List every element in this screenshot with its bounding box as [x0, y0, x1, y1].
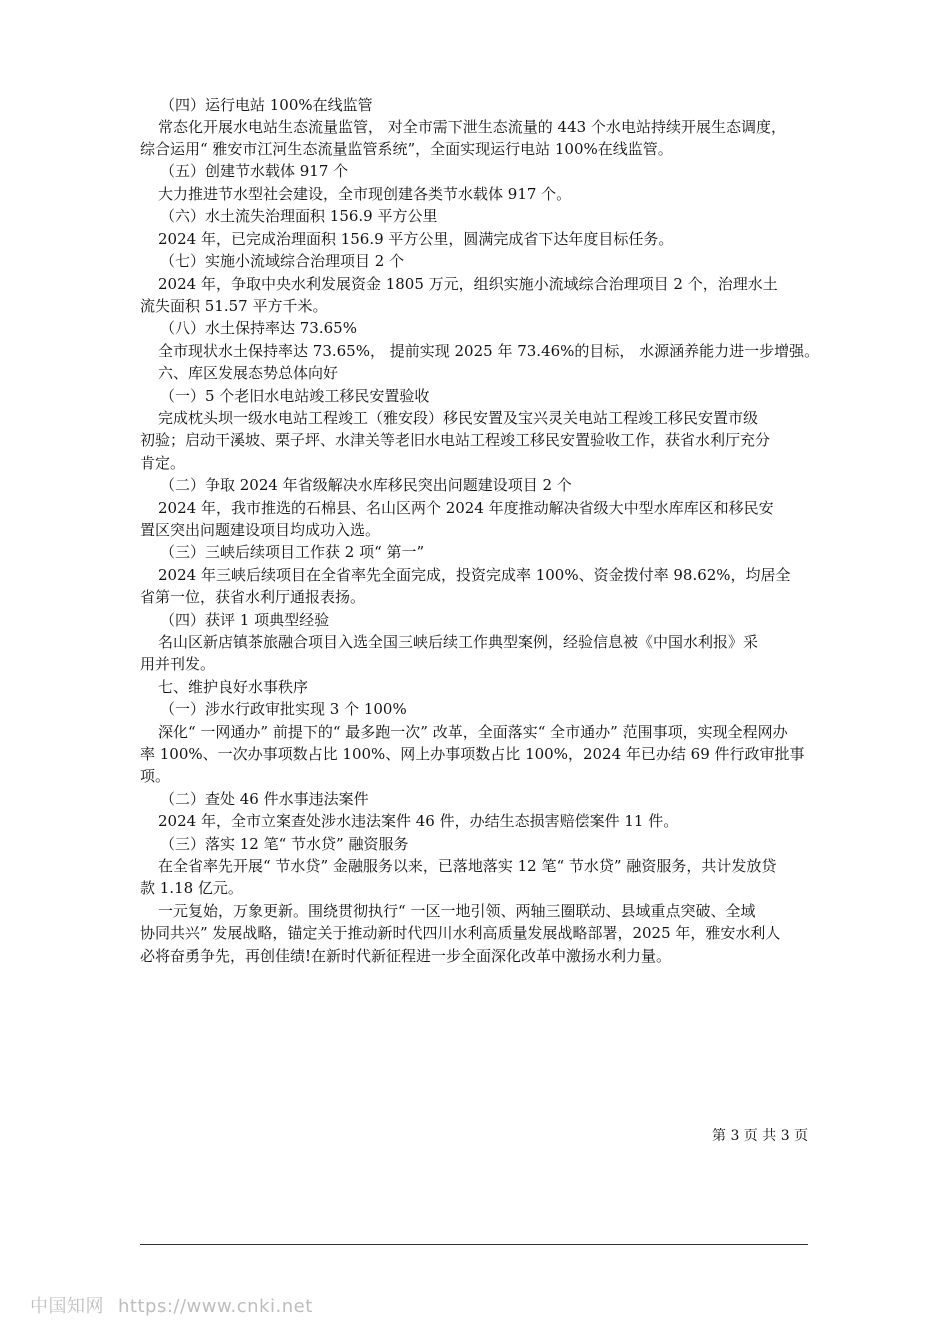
paragraph-line: 置区突出问题建设项目均成功入选。 [140, 521, 381, 539]
page-number: 第 3 页 共 3 页 [712, 1128, 809, 1144]
paragraph-line: 2024 年，全市立案查处涉水违法案件 46 件，办结生态损害赔偿案件 11 件。 [158, 812, 679, 830]
chapter-heading: 六、库区发展态势总体向好 [158, 364, 339, 382]
paragraph-line: 名山区新店镇茶旅融合项目入选全国三峡后续工作典型案例，经验信息被《中国水利报》采 [158, 633, 759, 651]
paragraph-line: 初验；启动干溪坡、栗子坪、水津关等老旧水电站工程竣工移民安置验收工作，获省水利厅充分 [140, 431, 771, 449]
chapter-heading: 七、维护良好水事秩序 [158, 678, 309, 696]
section-heading: （五）创建节水载体 917 个 [160, 162, 349, 180]
paragraph-line: 常态化开展水电站生态流量监管， 对全市需下泄生态流量的 443 个水电站持续开展生态调度， [158, 118, 786, 136]
section-heading: （一）涉水行政审批实现 3 个 100% [160, 700, 407, 718]
paragraph-line: 大力推进节水型社会建设，全市现创建各类节水载体 917 个。 [158, 185, 572, 203]
paragraph-line: 流失面积 51.57 平方千米。 [140, 297, 328, 315]
section-heading: （二）查处 46 件水事违法案件 [160, 790, 369, 808]
section-heading: （二）争取 2024 年省级解决水库移民突出问题建设项目 2 个 [160, 476, 572, 494]
section-heading: （三）三峡后续项目工作获 2 项“ 第一” [160, 543, 425, 561]
paragraph-line: 综合运用“ 雅安市江河生态流量监管系统”，全面实现运行电站 100%在线监管。 [140, 140, 673, 158]
watermark-brand: 中国知网 [30, 1296, 104, 1317]
paragraph-line: 肯定。 [140, 454, 186, 472]
paragraph-line: 省第一位，获省水利厅通报表扬。 [140, 588, 366, 606]
section-heading: （八）水土保持率达 73.65% [160, 319, 357, 337]
paragraph-line: 2024 年，争取中央水利发展资金 1805 万元，组织实施小流域综合治理项目 2 个，治理水土 [158, 275, 778, 293]
paragraph-line: 2024 年，我市推选的石棉县、名山区两个 2024 年度推动解决省级大中型水库库区和移民安 [158, 499, 774, 517]
paragraph-line: 深化“ 一网通办” 前提下的“ 最多跑一次” 改革，全面落实“ 全市通办” 范围事项，实现全程网办 [158, 723, 788, 741]
section-heading: （六）水土流失治理面积 156.9 平方公里 [160, 207, 438, 225]
section-heading: （一）5 个老旧水电站竣工移民安置验收 [160, 387, 430, 405]
paragraph-line: 款 1.18 亿元。 [140, 879, 243, 897]
watermark-url: https://www.cnki.net [118, 1296, 313, 1317]
paragraph-line: 2024 年三峡后续项目在全省率先全面完成，投资完成率 100%、资金拨付率 98.62%，均居全 [158, 566, 791, 584]
section-heading: （七）实施小流域综合治理项目 2 个 [160, 252, 405, 270]
paragraph-line: 率 100%、一次办事项数占比 100%、网上办事项数占比 100%，2024 年已办结 69 件行政审批事 [140, 745, 805, 763]
paragraph-line: 在全省率先开展“ 节水贷” 金融服务以来，已落地落实 12 笔“ 节水贷” 融资服务，共计发放贷 [158, 857, 777, 875]
paragraph-line: 一元复始，万象更新。围绕贯彻执行“ 一区一地引领、两轴三圈联动、县域重点突破、全域 [158, 902, 756, 920]
watermark [30, 1292, 313, 1318]
paragraph-line: 2024 年，已完成治理面积 156.9 平方公里，圆满完成省下达年度目标任务。 [158, 230, 674, 248]
paragraph-line: 必将奋勇争先，再创佳绩!在新时代新征程进一步全面深化改革中激扬水利力量。 [140, 947, 672, 965]
paragraph-line: 协同共兴” 发展战略，锚定关于推动新时代四川水利高质量发展战略部署，2025 年，雅安水利人 [140, 924, 781, 942]
paragraph-line: 用并刊发。 [140, 655, 216, 673]
paragraph-line: 完成枕头坝一级水电站工程竣工（雅安段）移民安置及宝兴灵关电站工程竣工移民安置市级 [158, 409, 759, 427]
section-heading: （四）获评 1 项典型经验 [160, 611, 330, 629]
paragraph-line: 全市现状水土保持率达 73.65%， 提前实现 2025 年 73.46%的目标， 水源涵养能力进一步增强。 [158, 342, 820, 360]
section-heading: （三）落实 12 笔“ 节水贷” 融资服务 [160, 835, 409, 853]
paragraph-line: 项。 [140, 767, 171, 785]
section-heading: （四）运行电站 100%在线监管 [160, 96, 373, 114]
footer-divider [140, 1244, 808, 1245]
